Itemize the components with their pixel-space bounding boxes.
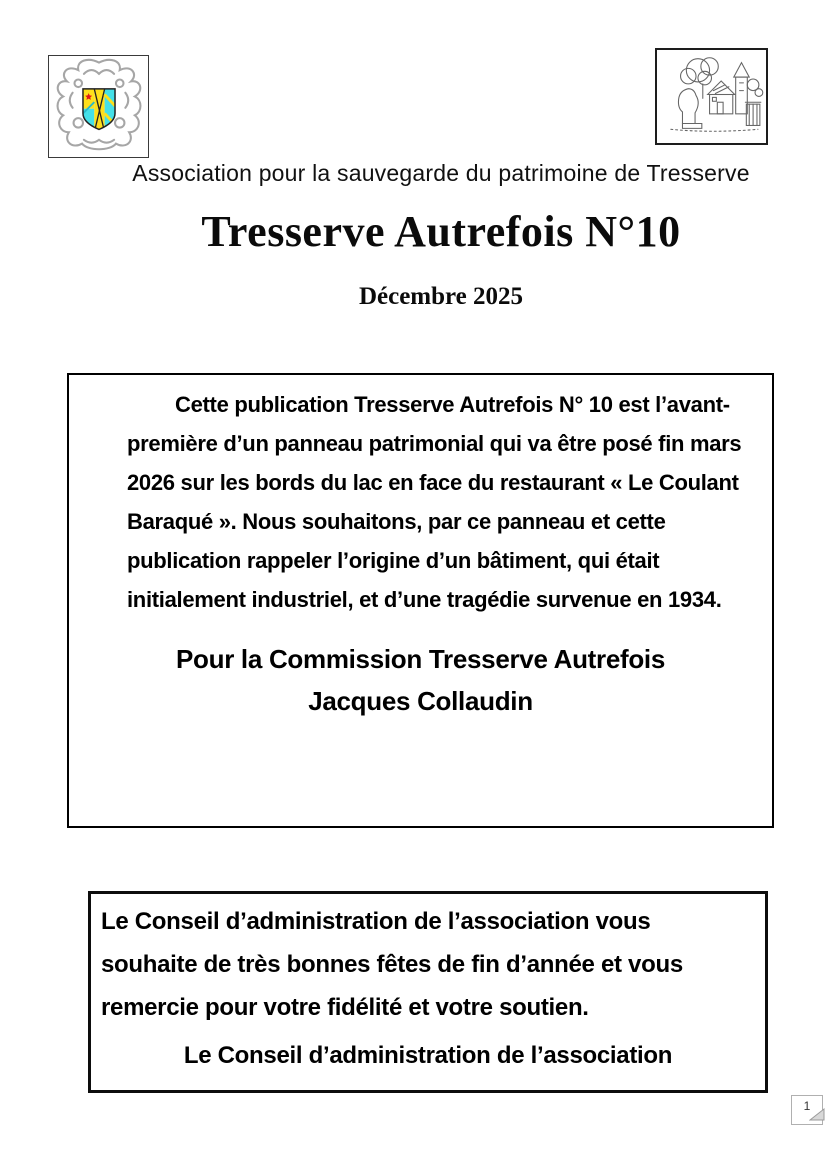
association-crest-frame	[48, 55, 149, 158]
coat-of-arms-icon	[51, 55, 147, 158]
commission-signature-line: Pour la Commission Tresserve Autrefois	[175, 644, 666, 674]
page-number: 1	[803, 1099, 811, 1113]
association-name: Association pour la sauvegarde du patrimoine de Tresserve	[132, 160, 750, 186]
newsletter-title: Tresserve Autrefois N°10	[201, 207, 681, 256]
greetings-paragraph: Le Conseil d’administration de l’association vous souhaite de très bonnes fêtes de fin d’année et vous remercie pour votre fidélité et votre soutien.	[101, 908, 683, 1021]
newsletter-date: Décembre 2025	[358, 283, 524, 310]
council-signature-line: Le Conseil d’administration de l’association	[183, 1042, 673, 1069]
village-sketch-icon	[659, 50, 764, 144]
greetings-text-box	[88, 891, 768, 1093]
heritage-sketch-frame	[655, 48, 768, 145]
author-name: Jacques Collaudin	[308, 686, 533, 716]
intro-paragraph: Cette publication Tresserve Autrefois N° 10 est l’avant-première d’un panneau patrimonial qui va être posé fin mars 2026 sur les bords du lac en face du restaurant « Le Coulant Baraqué ». Nous souhaitons, par ce panneau et cette publication rappeler l’origine d’un bâtiment, qui était initialement industriel, et d’une tragédie survenue en 1934.	[127, 392, 742, 612]
folded-page-corner-icon	[809, 1106, 825, 1126]
intro-text-box	[67, 373, 774, 828]
page-number-badge	[791, 1095, 823, 1125]
